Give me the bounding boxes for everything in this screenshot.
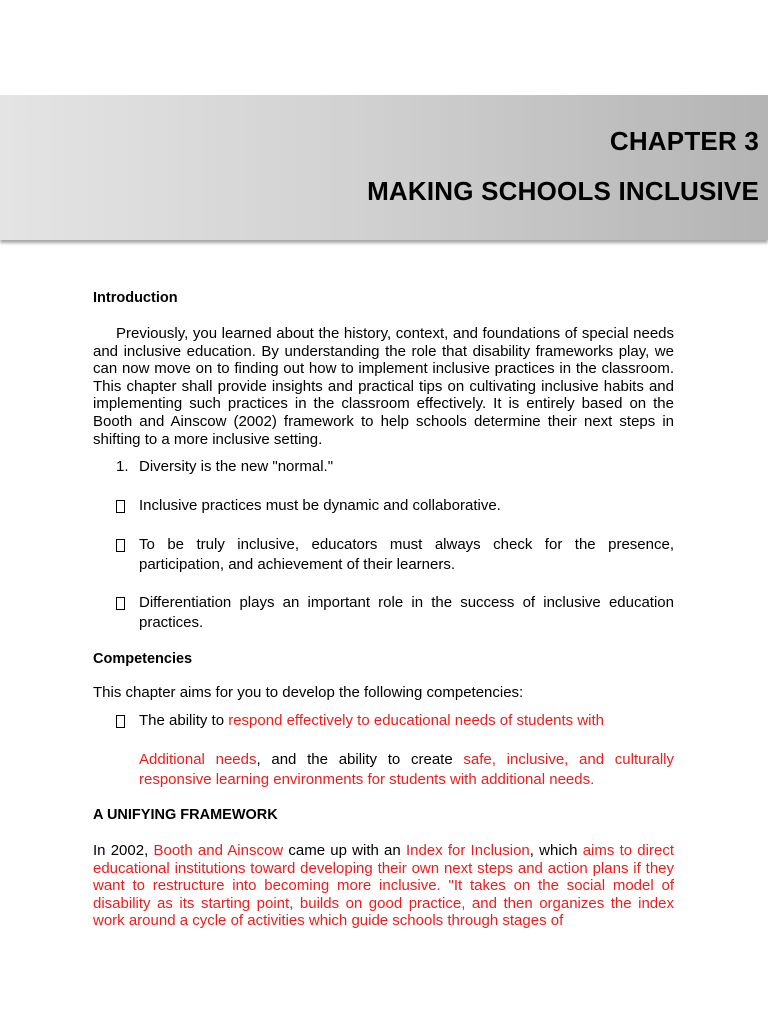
bullet-placeholder-icon [116, 535, 136, 558]
competency-highlight: safe, inclusive, and culturally responsive learning environments for students with additional needs. [139, 751, 674, 788]
framework-highlight: Index for Inclusion [405, 842, 530, 859]
competency-item-continued [93, 750, 674, 789]
chapter-number: CHAPTER 3 [609, 126, 759, 156]
list-item-text: To be truly inclusive, educators must always check for the presence, participation, and achievement of their learners. [139, 536, 674, 573]
framework-highlight: Booth and Ainscow [153, 842, 284, 859]
list-item [93, 496, 674, 516]
framework-highlight: aims to direct educational institutions toward developing their own next steps and action plans if they want to restructure into becoming more inclusive. "It takes on the social model of disability as its starting point, builds on good practice, and then organizes the index work around a cycle of activities which guide schools through stages of [93, 842, 674, 930]
competency-highlight: respond effectively to educational needs of students with [228, 712, 605, 729]
bullet-placeholder-icon [116, 711, 136, 734]
chapter-title: MAKING SCHOOLS INCLUSIVE [367, 176, 759, 206]
bullet-placeholder-icon [116, 593, 136, 616]
competency-text [139, 711, 674, 731]
framework-text: came up with an [283, 842, 406, 859]
competency-item [93, 711, 674, 731]
framework-heading: A UNIFYING FRAMEWORK [93, 807, 278, 823]
competencies-heading: Competencies [93, 651, 193, 667]
list-number-marker: 1. [116, 458, 129, 475]
bullet-placeholder-icon [116, 496, 136, 519]
framework-text: In 2002, [93, 842, 154, 859]
list-item [93, 593, 674, 632]
list-item-text: Inclusive practices must be dynamic and collaborative. [139, 497, 501, 514]
competency-text-part: The ability to [139, 712, 229, 729]
introduction-heading: Introduction [93, 290, 178, 306]
list-item-text: Diversity is the new "normal." [139, 458, 334, 475]
competency-text [139, 750, 674, 789]
framework-text: , which [529, 842, 583, 859]
list-item [93, 457, 674, 477]
list-item [93, 535, 674, 574]
list-item-text: Differentiation plays an important role in the success of inclusive education practices. [139, 594, 674, 631]
competencies-intro: This chapter aims for you to develop the following competencies: [93, 684, 524, 701]
framework-paragraph [93, 842, 674, 930]
competency-highlight: Additional needs [139, 751, 257, 768]
introduction-paragraph: Previously, you learned about the history, context, and foundations of special needs and inclusive education. By understanding the role that disability frameworks play, we can now move on to finding out how to implement inclusive practices in the classroom. This chapter shall provide insights and practical tips on cultivating inclusive habits and implementing such practices in the classroom effectively. It is entirely based on the Booth and Ainscow (2002) framework to help schools determine their next steps in shifting to a more inclusive setting. [93, 325, 674, 448]
chapter-banner [0, 95, 768, 240]
competency-text-part: , and the ability to create [256, 751, 464, 768]
